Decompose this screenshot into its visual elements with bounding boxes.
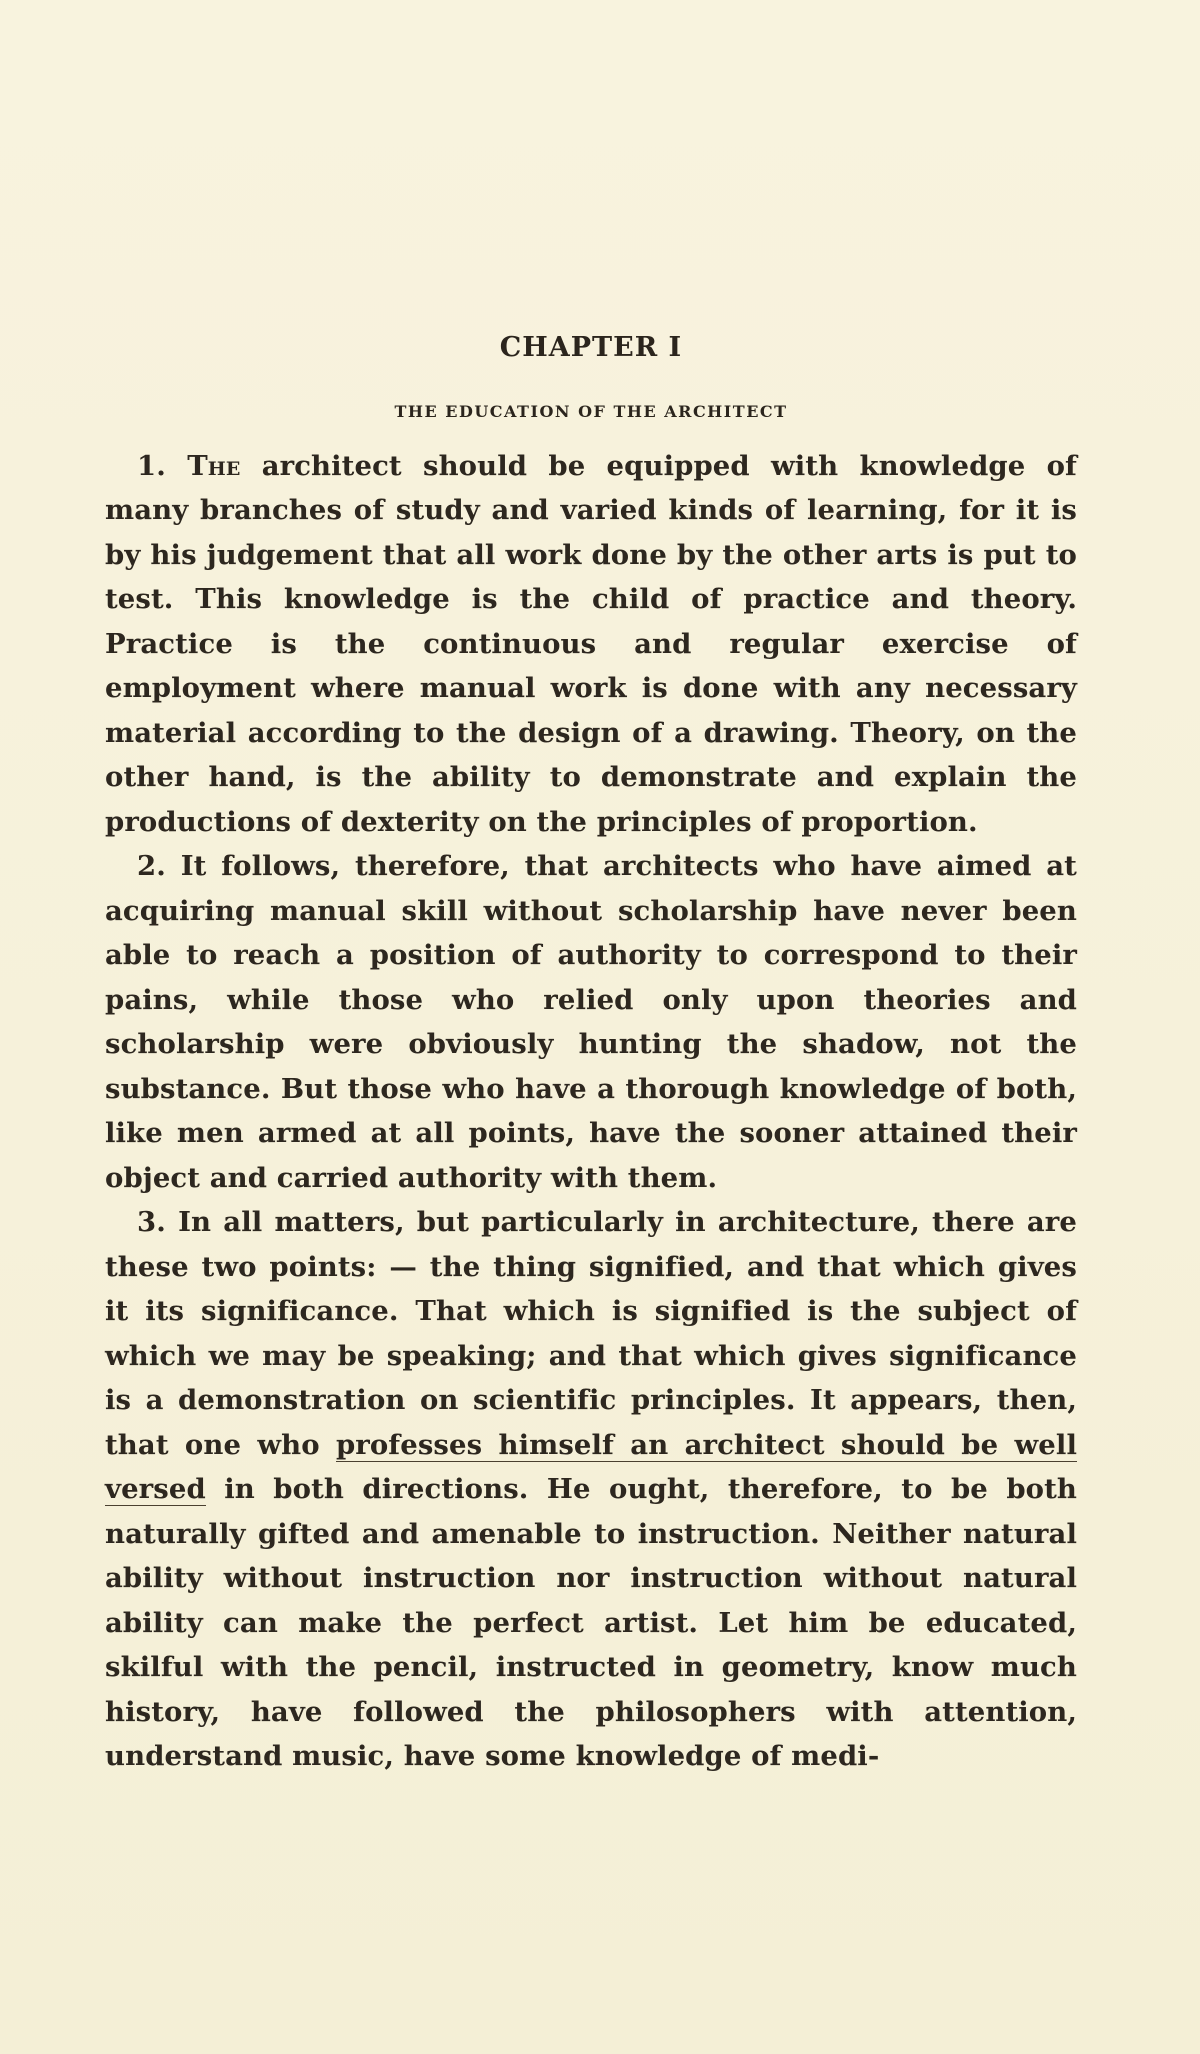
paragraph-text: architect should be equipped with knowledge of many branches of study and varied kinds of learning, for it is by his judgement that all work done by the other arts is put to test. This knowledge is the child of practice and theory. Practice is the continuous and regular exercise of employment where manual work is done with any necessary material according to the design of a drawing. Theory, on the other hand, is the ability to demonstrate and explain the productions of dexterity on the principles of proportion. <box>105 449 1077 838</box>
paragraph-3 <box>105 1200 1077 1779</box>
chapter-body <box>105 444 1077 1779</box>
paragraph-number: 2. <box>137 850 166 883</box>
paragraph-2 <box>105 844 1077 1200</box>
page-text-block <box>105 332 1077 1779</box>
underlined-passage: professes himself an architect should be well versed <box>105 1428 1077 1506</box>
paragraph-number: 1. <box>137 449 166 482</box>
paragraph-number: 3. <box>137 1206 166 1239</box>
chapter-title: CHAPTER I <box>499 332 683 363</box>
paragraph-text-after: in both directions. He ought, therefore, to be both naturally gifted and amenable to instruction. Neither natural ability without instruction nor instruction without natural ability can make the perfect artist. Let him be educated, skilful with the pencil, instructed in geometry, know much history, have followed the philosophers with attention, understand music, have some knowledge of medi- <box>105 1473 1077 1773</box>
paragraph-1 <box>105 444 1077 845</box>
chapter-subtitle: THE EDUCATION OF THE ARCHITECT <box>394 402 788 422</box>
paragraph-lead-word: The <box>187 449 241 482</box>
paragraph-text-before: In all matters, but particularly in architecture, there are these two points: — the thing signified, and that which gives it its significance. That which is signified is the subject of which we may be speaking; and that which gives significance is a demonstration on scientific principles. It appears, then, that one who <box>105 1206 1077 1461</box>
paragraph-text: It follows, therefore, that architects who have aimed at acquiring manual skill without scholarship have never been able to reach a position of authority to correspond to their pains, while those who relied only upon theories and scholarship were obviously hunting the shadow, not the substance. But those who have a thorough knowledge of both, like men armed at all points, have the sooner attained their object and carried authority with them. <box>105 850 1077 1194</box>
